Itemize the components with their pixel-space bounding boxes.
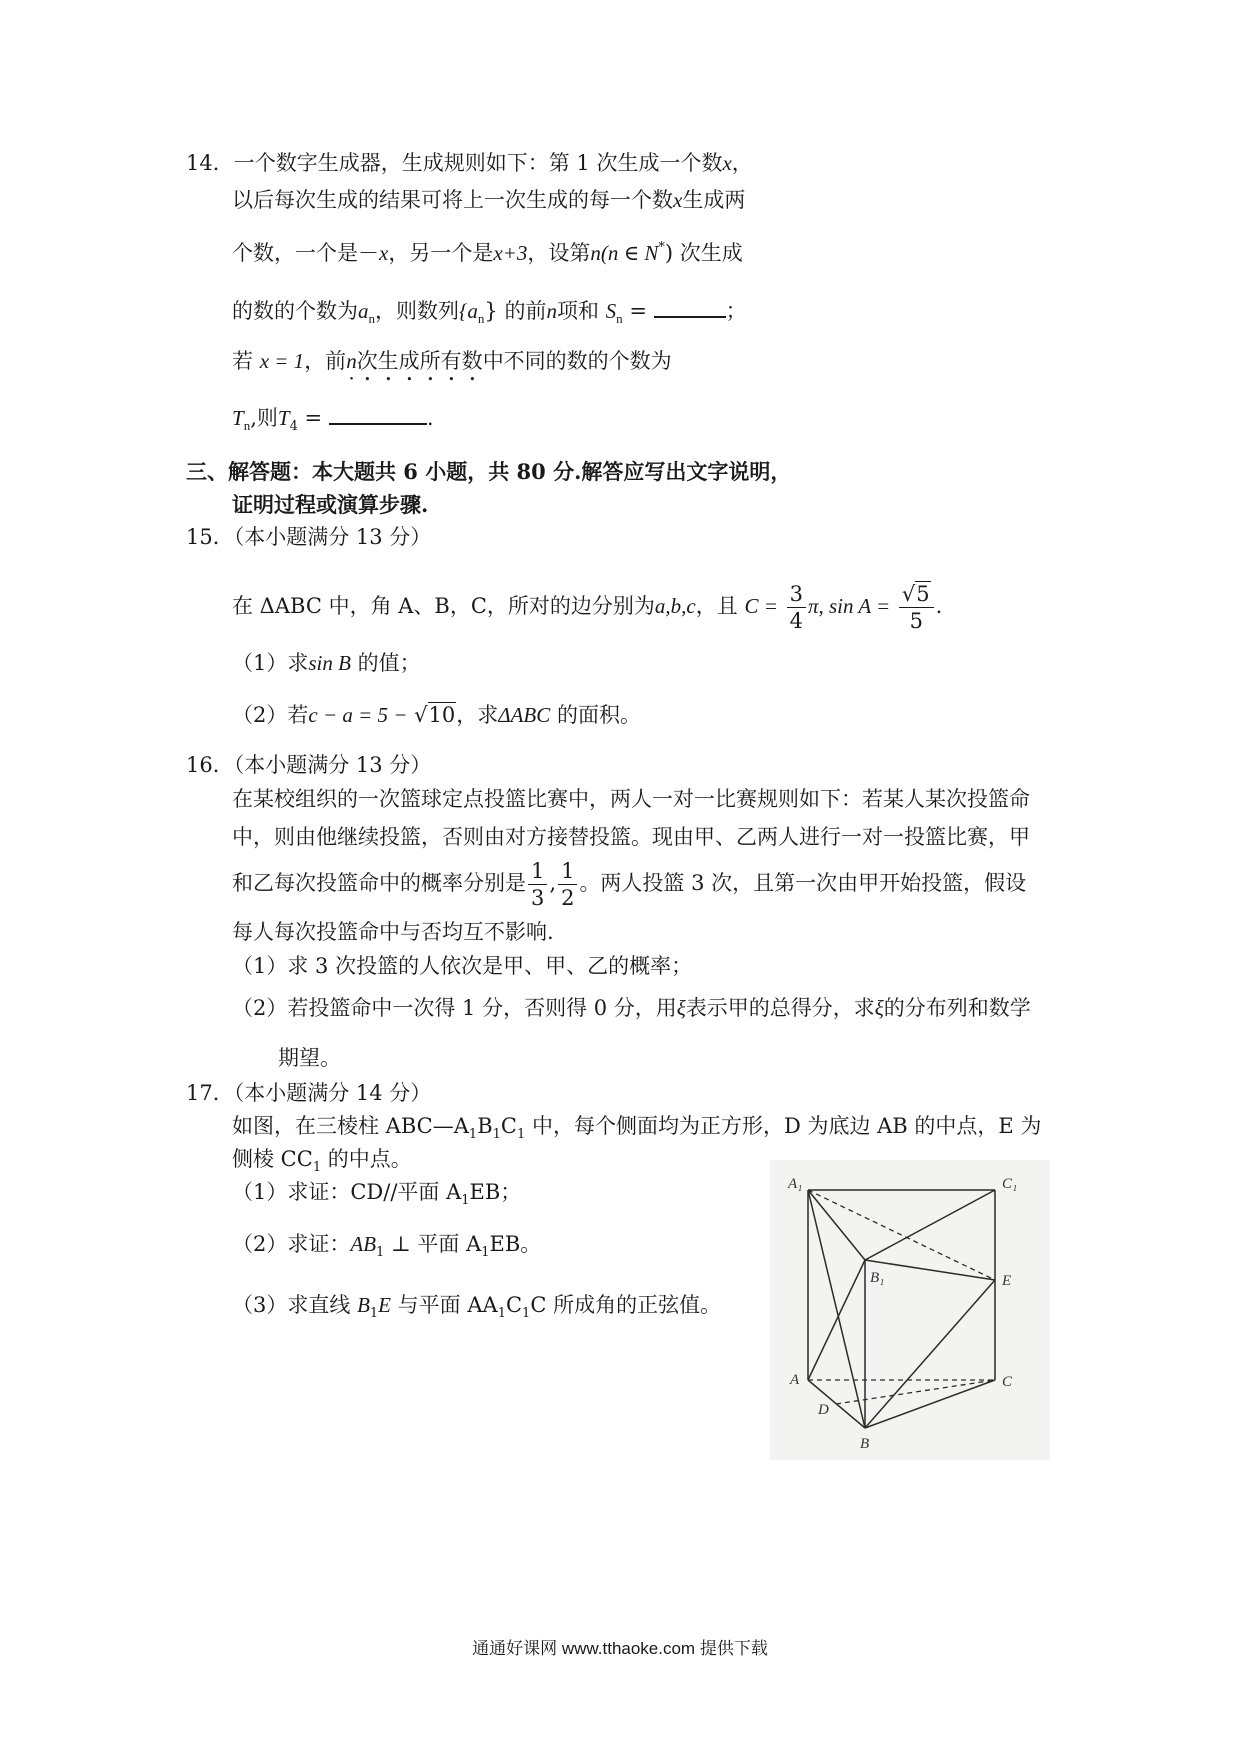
label-E: E	[1002, 1273, 1012, 1289]
q15-text-a: 在 ΔABC 中，角 A、B，C，所对的边分别为	[232, 594, 655, 618]
var-E: E	[378, 1293, 391, 1317]
punct: .	[935, 594, 943, 618]
edge-B1E	[865, 1260, 995, 1280]
q14-text-5-dotted: 次生成所有数	[356, 349, 483, 373]
q14-text-1: 一个数字生成器，生成规则如下：第 1 次生成一个数	[233, 151, 723, 175]
edge-BC	[865, 1380, 995, 1428]
q14-text-5a: 若	[232, 349, 253, 373]
q15-number: 15．	[186, 525, 234, 549]
q16-line4: 每人每次投篮命中与否均互不影响.	[232, 920, 554, 944]
var-xi: ξ	[676, 996, 686, 1020]
q17-score: （本小题满分 14 分）	[233, 1081, 432, 1105]
q14-text-2a: 以后每次生成的结果可将上一次生成的每一个数	[232, 188, 673, 212]
q15-score: （本小题满分 13 分）	[233, 525, 432, 549]
q14-text-4a: 的数的个数为	[232, 299, 358, 323]
sub-1: 1	[481, 1245, 490, 1260]
sqrt-5: 5	[916, 582, 930, 606]
sub-1: 1	[461, 1193, 470, 1208]
q14-text-3d: ) 次生成	[664, 241, 743, 265]
q14-text-6b: ,则	[250, 406, 278, 430]
q14-text-2b: 生成两	[682, 188, 746, 212]
var-a: a	[358, 299, 369, 323]
sub-1: 1	[497, 1306, 506, 1321]
sub-1: 1	[522, 1306, 531, 1321]
q17-p3-d: C 所成角的正弦值。	[530, 1293, 722, 1317]
q14-line1	[186, 148, 753, 178]
var-x: x	[379, 241, 389, 265]
punct: ，	[731, 151, 753, 175]
label-C: C	[1002, 1374, 1013, 1390]
q14-line5	[232, 346, 672, 386]
q17-part2	[232, 1229, 541, 1268]
edge-AB1	[808, 1260, 865, 1380]
sub-1: 1	[376, 1245, 385, 1260]
q17-p2-b: EB。	[489, 1232, 542, 1256]
frac-num: 1	[558, 858, 577, 885]
q17-text-2a: 侧棱 CC	[232, 1147, 313, 1171]
q17-text-1a: 如图，在三棱柱 ABC—A	[232, 1114, 469, 1138]
var-n-dotted: n	[346, 349, 357, 373]
expr-C-eq: C =	[744, 594, 778, 618]
sub-1: 1	[468, 1127, 478, 1142]
set-a: {a	[459, 299, 478, 323]
var-T: T	[277, 406, 290, 430]
q14-text-4b: ，则数列	[375, 299, 459, 323]
equals: =	[304, 406, 323, 430]
frac-den: 3	[531, 886, 545, 910]
q15-p1-a: （1）求	[232, 651, 309, 675]
q16-p2-c: 的分布列和数学	[883, 996, 1031, 1020]
var-T: T	[232, 406, 244, 430]
q16-text-3b: 。两人投篮 3 次，且第一次由甲开始投篮，假设	[579, 871, 1027, 895]
var-xi: ξ	[874, 996, 884, 1020]
q15-part2: （2）若c − a = 5 − √10，求ΔABC 的面积。	[232, 703, 641, 727]
q17-p1-b: EB；	[469, 1180, 522, 1204]
fraction-1-3	[528, 858, 547, 911]
q16-p2-a: （2）若投篮命中一次得 1 分，否则得 0 分，用	[232, 996, 677, 1020]
label-B1: B₁	[870, 1270, 885, 1286]
label-B: B	[860, 1436, 870, 1452]
label-D: D	[818, 1402, 829, 1418]
q17-p1-a: （1）求证：CD//平面 A	[232, 1180, 462, 1204]
q17-header	[186, 1078, 431, 1108]
q14-text-3c: ，设第	[527, 241, 591, 265]
label-A: A	[790, 1372, 800, 1388]
sqrt-10: 10	[428, 703, 456, 727]
label-C1: C₁	[1002, 1176, 1018, 1192]
q16-line3: 和乙每次投篮命中的概率分别是 $\frac{1}{3}$ , $\frac{1}{2}$ 。两人投篮 3 次，且第一次由甲开始投篮，假设	[232, 859, 1027, 910]
q14-line3	[232, 233, 743, 268]
var-abc: a,b,c	[654, 594, 696, 618]
sub-1: 1	[516, 1127, 526, 1142]
frac-den: 2	[561, 886, 575, 910]
sub-n: n	[243, 418, 251, 433]
punct: .	[426, 406, 434, 430]
var-x: x	[722, 151, 732, 175]
q16-part2-line2: 期望。	[278, 1046, 341, 1070]
q17-text-1b: B	[477, 1114, 493, 1138]
section3-line2: 证明过程或演算步骤.	[232, 492, 429, 517]
section3-title: 三、解答题：本大题共 6 小题，共 80 分.解答应写出文字说明，	[186, 459, 792, 484]
expr-x-eq-1: x = 1	[259, 349, 305, 373]
q15-text-b: ，且	[695, 594, 738, 618]
q14-text-4c: } 的前	[484, 299, 547, 323]
var-n: n	[546, 299, 557, 323]
var-x: x	[673, 188, 683, 212]
q16-score: （本小题满分 13 分）	[233, 753, 432, 777]
expr-sinB: sin B	[308, 651, 351, 675]
frac-num: √5	[899, 581, 934, 608]
sub-n: n	[616, 311, 623, 326]
sub-4: 4	[289, 419, 298, 434]
edge-A1E	[808, 1190, 995, 1280]
q15-part1	[232, 648, 421, 678]
fraction-3-4	[787, 581, 806, 634]
q16-line2: 中，则由他继续投篮，否则由对方接替投篮。现由甲、乙两人进行一对一投篮比赛，甲	[232, 825, 1030, 849]
edge-DC	[836, 1380, 995, 1404]
q16-text-3a: 和乙每次投篮命中的概率分别是	[232, 871, 526, 895]
q17-part1	[232, 1177, 521, 1216]
q15-p2-b: ，求	[456, 703, 499, 727]
answer-blank-T4[interactable]	[329, 405, 427, 425]
edge-BE	[865, 1280, 995, 1428]
q14-number: 14．	[186, 151, 234, 175]
expr-n-in-N: n(n ∈ N	[590, 241, 659, 265]
q15-p2-c: 的面积。	[556, 703, 641, 727]
sub-1: 1	[312, 1160, 322, 1175]
q14-line2	[232, 185, 745, 215]
edge-B1C1	[865, 1190, 995, 1260]
q16-header	[186, 750, 431, 780]
q17-part3	[232, 1290, 721, 1329]
prism-figure	[770, 1160, 1050, 1460]
q15-header	[186, 522, 431, 552]
q17-number: 17．	[186, 1081, 234, 1105]
prism-diagram	[770, 1160, 1050, 1460]
q17-text-2b: 的中点。	[321, 1147, 412, 1171]
q17-p3-a: （3）求直线	[232, 1293, 351, 1317]
expr-pi-sinA: π, sin A =	[807, 594, 891, 618]
fraction-1-2	[558, 858, 577, 911]
q16-line1: 在某校组织的一次篮球定点投篮比赛中，两人一对一比赛规则如下：若某人某次投篮命	[232, 787, 1030, 811]
q14-text-3b: ，另一个是	[388, 241, 494, 265]
frac-num: 1	[528, 858, 547, 885]
q15-p2-a: （2）若	[232, 703, 309, 727]
var-S: S	[605, 299, 617, 323]
q16-part2	[232, 993, 1031, 1023]
var-AB: AB	[350, 1232, 377, 1256]
sup-star: *	[658, 240, 665, 255]
expr-c-minus-a: c − a = 5 −	[308, 703, 408, 727]
equals: =	[629, 299, 647, 323]
q14-text-4d: 项和	[556, 299, 599, 323]
q17-p3-c: C	[505, 1293, 523, 1317]
q14-line6	[232, 403, 434, 442]
q16-part1: （1）求 3 次投篮的人依次是甲、甲、乙的概率；	[232, 954, 693, 978]
expr-x-plus-3: x+3	[493, 241, 528, 265]
label-A1: A₁	[788, 1176, 803, 1192]
answer-blank-Sn[interactable]	[654, 298, 726, 318]
q17-p2-a: （2）求证：	[232, 1232, 351, 1256]
q14-text-3a: 个数，一个是－	[232, 241, 379, 265]
frac-den: 4	[789, 609, 803, 633]
q15-p1-b: 的值；	[357, 651, 421, 675]
q14-text-5b: ，前	[304, 349, 347, 373]
var-B: B	[357, 1293, 370, 1317]
q16-number: 16．	[186, 753, 234, 777]
q17-text-1c: C	[500, 1114, 517, 1138]
frac-num: 3	[787, 581, 806, 608]
q17-text-1d: 中，每个侧面均为正方形，D 为底边 AB 的中点，E 为	[525, 1114, 1042, 1138]
sub-n: n	[477, 311, 485, 326]
expr-triangle: ΔABC	[498, 703, 551, 727]
fraction-sqrt5-5	[899, 581, 934, 634]
sub-1: 1	[369, 1306, 379, 1321]
q17-perp: ⊥ 平面 A	[384, 1232, 482, 1256]
page-footer: 通通好课网 www.tthaoke.com 提供下载	[472, 1639, 768, 1658]
q14-line4	[232, 296, 747, 334]
q17-p3-b: 与平面 AA	[391, 1293, 498, 1317]
q15-statement	[232, 578, 942, 634]
punct: ；	[725, 299, 747, 323]
q16-p2-b: 表示甲的总得分，求	[685, 996, 875, 1020]
frac-den: 5	[909, 609, 923, 633]
sub-n: n	[368, 311, 375, 326]
q14-text-5c: 中不同的数的个数为	[482, 349, 672, 373]
sub-1: 1	[492, 1127, 501, 1142]
